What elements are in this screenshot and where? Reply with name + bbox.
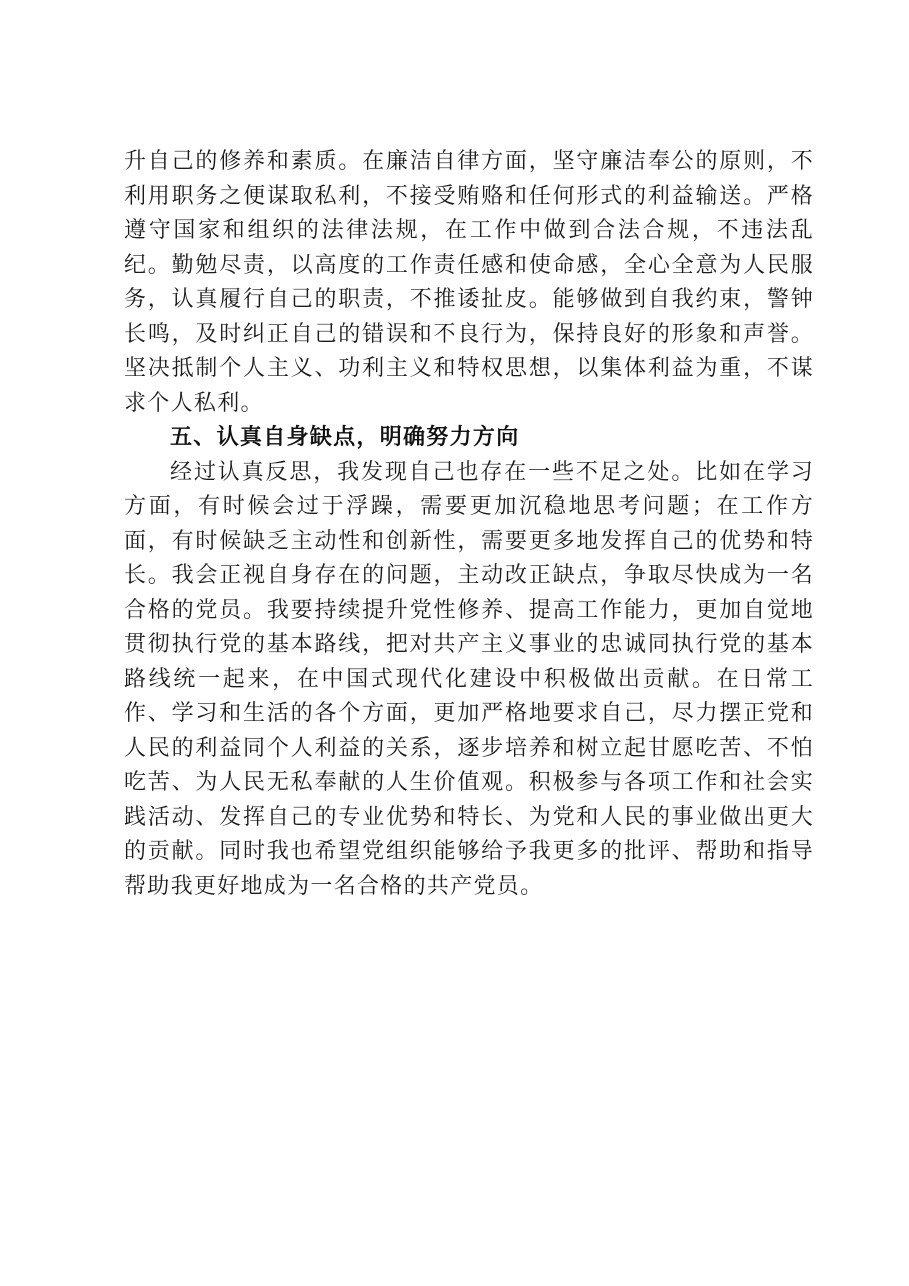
section-heading: 五、认真自身缺点，明确努力方向 — [170, 425, 520, 450]
section-paragraph: 经过认真反思，我发现自己也存在一些不足之处。比如在学习方面，有时候会过于浮躁，需要更加沉稳地思考问题；在工作方面，有时候缺乏主动性和创新性，需要更多地发挥自己的优势和特长。我会正视自身存在的问题，主动改正缺点，争取尽快成为一名合格的党员。我要持续提升党性修养、提高工作能力，更加自觉地贯彻执行党的基本路线，把对共产主义事业的忠诚同执行党的基本路线统一起来，在中国式现代化建设中积极做出贡献。在日常工作、学习和生活的各个方面，更加严格地要求自己，尽力摆正党和人民的利益同个人利益的关系，逐步培养和树立起甘愿吃苦、不怕吃苦、为人民无私奉献的人生价值观。积极参与各项工作和社会实践活动、发挥自己的专业优势和特长、为党和人民的事业做出更大的贡献。同时我也希望党组织能够给予我更多的批评、帮助和指导帮助我更好地成为一名合格的共产党员。 — [124, 459, 814, 899]
document-body — [124, 145, 814, 904]
continued-paragraph: 升自己的修养和素质。在廉洁自律方面，坚守廉洁奉公的原则，不利用职务之便谋取私利，不接受贿赂和任何形式的利益输送。严格遵守国家和组织的法律法规，在工作中做到合法合规，不违法乱纪。勤勉尽责，以高度的工作责任感和使命感，全心全意为人民服务，认真履行自己的职责，不推诿扯皮。能够做到自我约束，警钟长鸣，及时纠正自己的错误和不良行为，保持良好的形象和声誉。坚决抵制个人主义、功利主义和特权思想，以集体利益为重，不谋求个人私利。 — [124, 149, 814, 416]
